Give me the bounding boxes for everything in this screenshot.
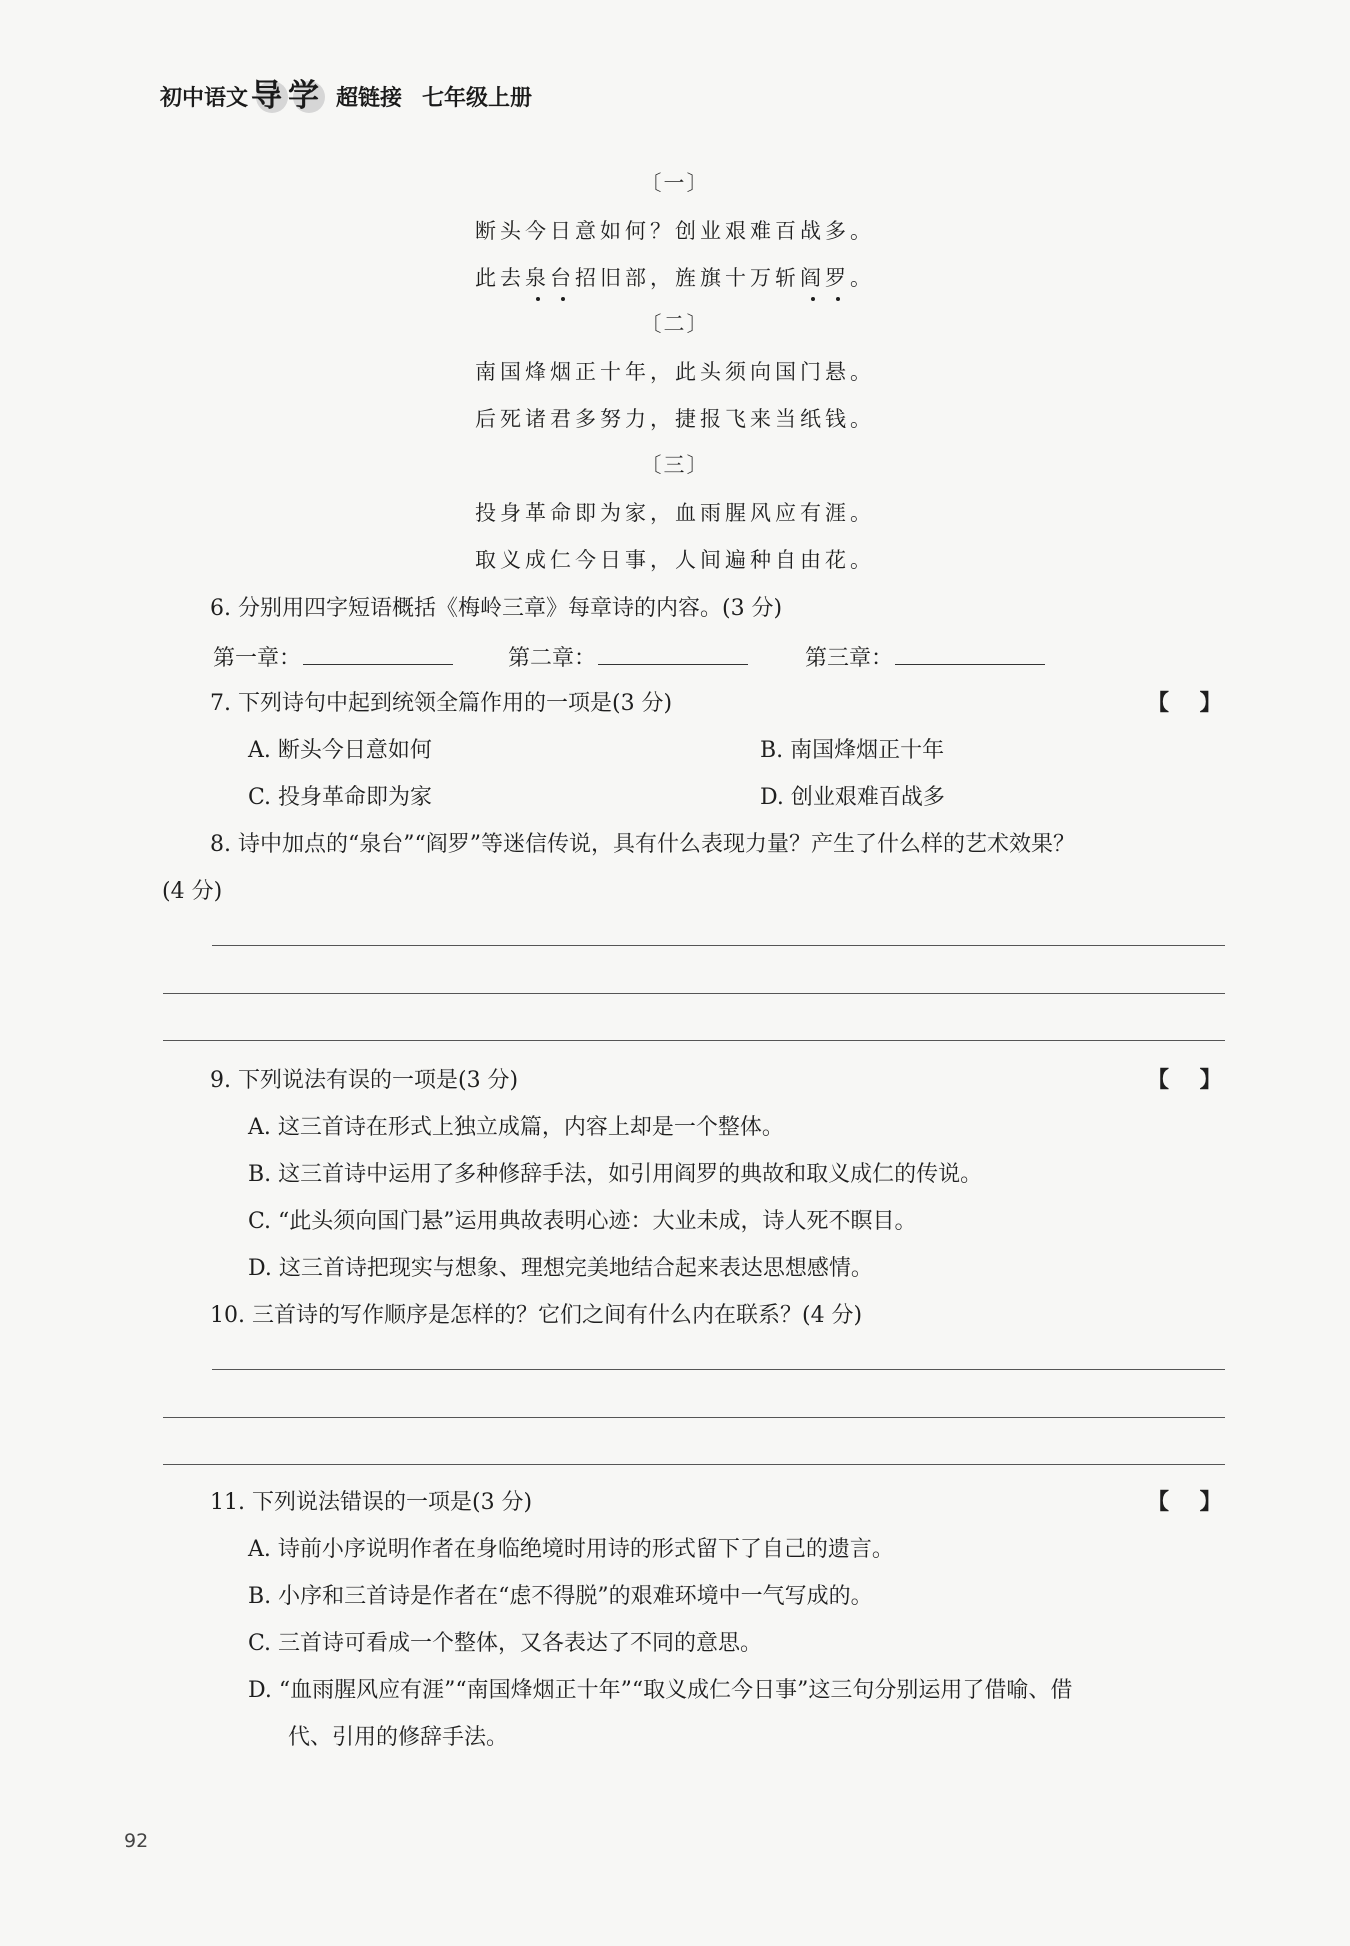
option-a[interactable]: A. 断头今日意如何 — [248, 738, 432, 763]
fill-blank[interactable] — [895, 640, 1045, 665]
option-b[interactable]: B. 南国烽烟正十年 — [760, 738, 945, 763]
poem-line: 断头今日意如何？创业艰难百战多。 — [475, 219, 875, 243]
fill-blank[interactable] — [598, 640, 748, 665]
answer-line[interactable] — [212, 1369, 1225, 1370]
header-logo-dao: 导 — [251, 78, 283, 114]
option-c[interactable]: C. “此头须向国门悬”运用典故表明心迹：大业未成，诗人死不瞑目。 — [248, 1209, 917, 1234]
question-10: 10. 三首诗的写作顺序是怎样的？它们之间有什么内在联系？(4 分) — [210, 1303, 863, 1328]
poem-text: 招旧部，旌旗十万斩 — [575, 266, 800, 290]
poem-section-title-1: 〔一〕 — [640, 171, 710, 195]
answer-line[interactable] — [163, 1464, 1225, 1465]
option-b[interactable]: B. 小序和三首诗是作者在“虑不得脱”的艰难环境中一气写成的。 — [248, 1584, 873, 1609]
emphasis-char: 罗 — [825, 262, 850, 292]
question-8-score: (4 分) — [162, 879, 223, 904]
emphasis-char: 台 — [550, 262, 575, 292]
q6-blank-2 — [508, 640, 748, 672]
poem-section-title-3: 〔三〕 — [640, 453, 710, 477]
blank-label: 第二章： — [508, 646, 597, 671]
answer-line[interactable] — [163, 1417, 1225, 1418]
question-11: 11. 下列说法错误的一项是(3 分) — [210, 1490, 533, 1515]
question-9: 9. 下列说法有误的一项是(3 分) — [210, 1068, 519, 1093]
blank-label: 第一章： — [213, 646, 302, 671]
q6-blank-3 — [805, 640, 1045, 672]
poem-line-dotted — [0, 262, 1350, 292]
emphasis-char: 阎 — [800, 262, 825, 292]
poem-line: 取义成仁今日事，人间遍种自由花。 — [475, 548, 875, 572]
poem-line: 后死诸君多努力，捷报飞来当纸钱。 — [475, 407, 875, 431]
poem-text: 。 — [850, 266, 875, 290]
header-logo-xue: 学 — [288, 78, 320, 114]
poem-line: 投身革命即为家，血雨腥风应有涯。 — [475, 501, 875, 525]
emphasis-char: 泉 — [525, 262, 550, 292]
option-a[interactable]: A. 诗前小序说明作者在身临绝境时用诗的形式留下了自己的遗言。 — [248, 1537, 894, 1562]
option-a[interactable]: A. 这三首诗在形式上独立成篇，内容上却是一个整体。 — [248, 1115, 784, 1140]
header-subject: 初中语文 — [160, 85, 249, 111]
question-8: 8. 诗中加点的“泉台”“阎罗”等迷信传说，具有什么表现力量？产生了什么样的艺术效果？ — [210, 832, 1075, 857]
answer-bracket[interactable]: 【 】 — [1147, 691, 1222, 716]
blank-label: 第三章： — [805, 646, 894, 671]
option-d[interactable]: D. “血雨腥风应有涯”“南国烽烟正十年”“取义成仁今日事”这三句分别运用了借喻、借 — [248, 1678, 1073, 1703]
answer-line[interactable] — [163, 1040, 1225, 1041]
fill-blank[interactable] — [303, 640, 453, 665]
poem-section-title-2: 〔二〕 — [640, 312, 710, 336]
poem-line: 南国烽烟正十年，此头须向国门悬。 — [475, 360, 875, 384]
header-grade: 七年级上册 — [422, 85, 533, 111]
page-number: 92 — [124, 1830, 149, 1852]
poem-text: 此去 — [475, 266, 525, 290]
question-6: 6. 分别用四字短语概括《梅岭三章》每章诗的内容。(3 分) — [210, 596, 783, 621]
option-b[interactable]: B. 这三首诗中运用了多种修辞手法，如引用阎罗的典故和取义成仁的传说。 — [248, 1162, 983, 1187]
option-d[interactable]: D. 创业艰难百战多 — [760, 785, 945, 810]
option-d[interactable]: D. 这三首诗把现实与想象、理想完美地结合起来表达思想感情。 — [248, 1256, 873, 1281]
answer-line[interactable] — [163, 993, 1225, 994]
option-d-continued: 代、引用的修辞手法。 — [288, 1725, 509, 1750]
answer-line[interactable] — [212, 945, 1225, 946]
page-header — [160, 78, 532, 114]
header-series: 超链接 — [336, 85, 403, 111]
answer-bracket[interactable]: 【 】 — [1147, 1490, 1222, 1515]
answer-bracket[interactable]: 【 】 — [1147, 1068, 1222, 1093]
q6-blank-1 — [213, 640, 453, 672]
question-7: 7. 下列诗句中起到统领全篇作用的一项是(3 分) — [210, 691, 673, 716]
option-c[interactable]: C. 三首诗可看成一个整体，又各表达了不同的意思。 — [248, 1631, 763, 1656]
option-c[interactable]: C. 投身革命即为家 — [248, 785, 433, 810]
